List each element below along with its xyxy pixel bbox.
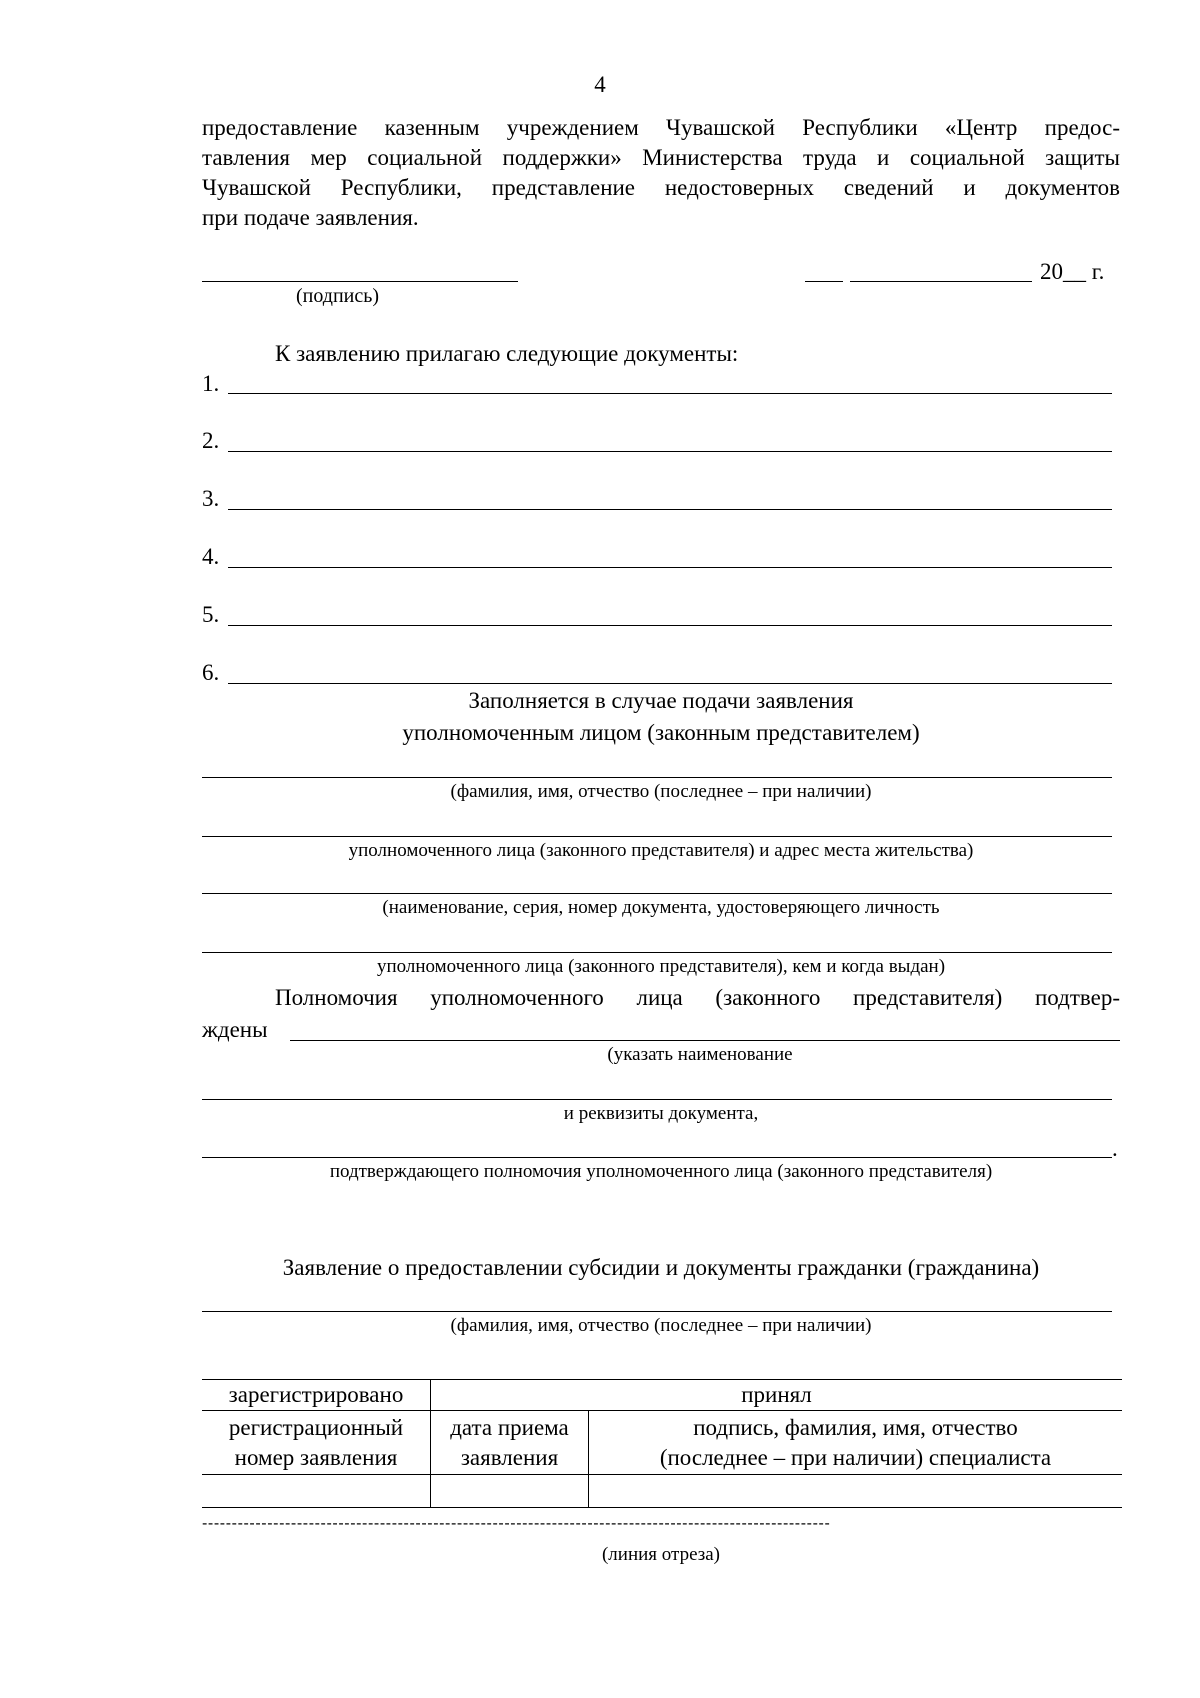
representative-caption-1: (фамилия, имя, отчество (последнее – при наличии) xyxy=(450,781,872,802)
specialist-header xyxy=(589,1411,1123,1475)
attachment-line-6[interactable] xyxy=(228,683,1112,684)
representative-caption-5: (указать наименование xyxy=(607,1044,793,1065)
attachment-number-5: 5. xyxy=(202,602,220,627)
specialist-header-line-2: (последнее – при наличии) специалиста xyxy=(659,1444,1052,1470)
signature-caption: (подпись) xyxy=(296,285,380,307)
receipt-heading: Заявление о предоставлении субсидии и документы гражданки (гражданина) xyxy=(282,1255,1040,1280)
reg-number-header-line-1: регистрационный xyxy=(228,1414,404,1440)
attachment-line-4[interactable] xyxy=(228,567,1112,568)
page-number: 4 xyxy=(594,72,606,97)
attachments-heading: К заявлению прилагаю следующие документы: xyxy=(275,341,739,366)
cut-line: ---------------------------------------------------------------------------------------------------------- xyxy=(202,1515,831,1532)
receipt-name-line[interactable] xyxy=(202,1311,1112,1312)
attachment-line-2[interactable] xyxy=(228,451,1112,452)
representative-caption-4: уполномоченного лица (законного представителя), кем и когда выдан) xyxy=(376,956,946,977)
representative-id-line[interactable] xyxy=(202,893,1112,894)
intro-line-4: при подаче заявления. xyxy=(202,205,419,230)
date-day-line[interactable] xyxy=(805,281,843,282)
specialist-cell[interactable] xyxy=(589,1475,1123,1508)
attachment-number-3: 3. xyxy=(202,486,220,511)
attachment-line-5[interactable] xyxy=(228,625,1112,626)
representative-address-line[interactable] xyxy=(202,836,1112,837)
attachment-line-3[interactable] xyxy=(228,509,1112,510)
attachment-number-2: 2. xyxy=(202,428,220,453)
intro-line-2: тавления мер социальной поддержки» Министерства труда и социальной защиты xyxy=(202,145,1120,170)
representative-heading-1: Заполняется в случае подачи заявления xyxy=(468,688,854,713)
attachment-number-6: 6. xyxy=(202,660,220,685)
powers-details-line[interactable] xyxy=(202,1099,1112,1100)
powers-line-1: Полномочия уполномоченного лица (законного представителя) подтвер- xyxy=(275,985,1120,1010)
intro-paragraph xyxy=(202,113,1120,233)
registered-header: зарегистрировано xyxy=(202,1380,431,1411)
date-year: 20__ г. xyxy=(1040,259,1105,284)
representative-caption-6: и реквизиты документа, xyxy=(563,1103,759,1124)
intro-line-3: Чувашской Республики, представление недостоверных сведений и документов xyxy=(202,175,1120,200)
date-cell[interactable] xyxy=(431,1475,589,1508)
representative-caption-3: (наименование, серия, номер документа, удостоверяющего личность xyxy=(382,897,940,918)
attachment-line-1[interactable] xyxy=(228,393,1112,394)
representative-heading-2: уполномоченным лицом (законным представителем) xyxy=(402,720,920,745)
date-month-line[interactable] xyxy=(850,281,1032,282)
accepted-header: принял xyxy=(431,1380,1123,1411)
intro-line-1: предоставление казенным учреждением Чувашской Республики «Центр предос- xyxy=(202,115,1120,140)
registration-table xyxy=(202,1379,1122,1508)
powers-document-line[interactable] xyxy=(290,1040,1120,1041)
representative-id-issuer-line[interactable] xyxy=(202,952,1112,953)
date-header xyxy=(431,1411,589,1475)
powers-confirmation-line[interactable] xyxy=(202,1157,1112,1158)
reg-number-cell[interactable] xyxy=(202,1475,431,1508)
reg-number-header xyxy=(202,1411,431,1475)
attachment-number-1: 1. xyxy=(202,371,220,396)
signature-line[interactable] xyxy=(202,281,518,282)
reg-number-header-line-2: номер заявления xyxy=(234,1444,398,1470)
receipt-caption: (фамилия, имя, отчество (последнее – при наличии) xyxy=(450,1315,872,1336)
cut-line-caption: (линия отреза) xyxy=(601,1544,721,1565)
representative-caption-2: уполномоченного лица (законного представителя) и адрес места жительства) xyxy=(348,840,974,861)
attachment-number-4: 4. xyxy=(202,544,220,569)
representative-caption-7: подтверждающего полномочия уполномоченного лица (законного представителя) xyxy=(329,1161,993,1182)
date-header-line-1: дата приема xyxy=(450,1414,569,1440)
powers-line-2: ждены xyxy=(202,1017,268,1042)
date-header-line-2: заявления xyxy=(460,1444,559,1470)
specialist-header-line-1: подпись, фамилия, имя, отчество xyxy=(693,1414,1018,1440)
powers-period: . xyxy=(1112,1136,1118,1161)
representative-name-line[interactable] xyxy=(202,777,1112,778)
